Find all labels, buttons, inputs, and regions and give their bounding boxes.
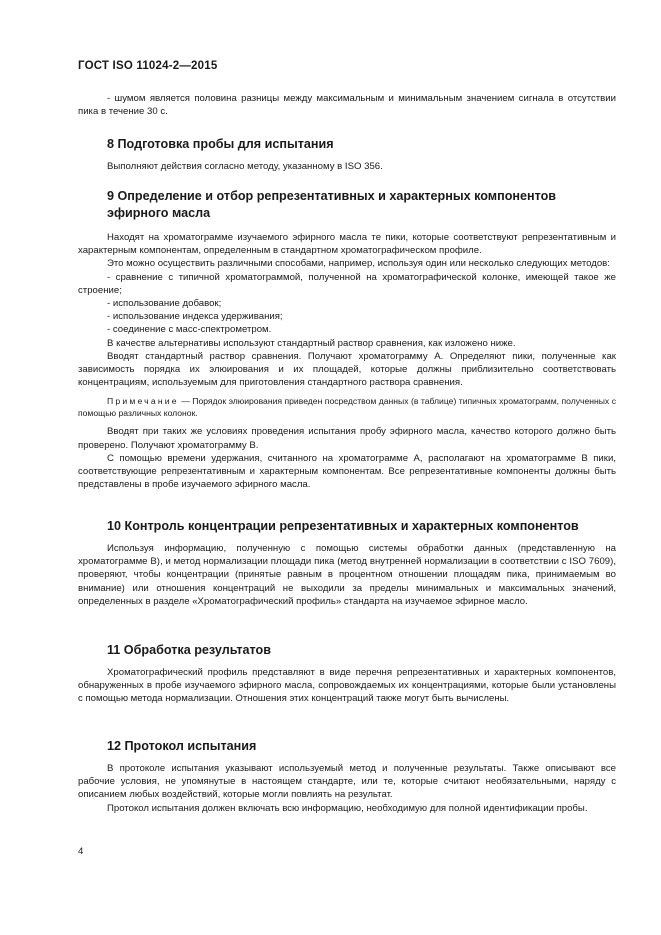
section-11 [78,642,616,706]
section-9-paragraph: Вводят при таких же условиях проведения испытания пробу эфирного масла, качество которого должно быть проверено. Получают хроматограмму В. [78,426,616,451]
section-12-paragraph: Протокол испытания должен включать всю информацию, необходимую для полной идентификации пробы. [107,802,588,814]
intro-section [78,92,616,118]
section-11-paragraph: Хроматографический профиль представляют в виде перечня репрезентативных и характерных компонентов, обнаруженных в пробе изучаемого эфирного масла, сопровождаемых их концентрациями, которые были установлены с помощью метода нормализации. Отношения этих концентраций также могут быть вычислены. [78,667,616,705]
section-12-paragraph: В протоколе испытания указывают используемый метод и полученные результаты. Также описывают все рабочие условия, не упомянутые в настоящем стандарте, или те, которые считают необязательными, наряду с описанием любых воздействий, которые могли повлиять на результат. [78,763,616,801]
list-item: - использование индекса удерживания; [107,311,283,323]
page-number: 4 [78,846,84,857]
section-8-heading: 8 Подготовка пробы для испытания [107,137,334,151]
section-9-paragraph: Это можно осуществить различными способами, например, используя один или несколько следующих методов: [107,258,610,270]
note [78,395,616,419]
list-item: - использование добавок; [107,298,222,310]
section-9-heading-line-1: 9 Определение и отбор репрезентативных и характерных компонентов [107,189,557,203]
list-item: - соединение с масс-спектрометром. [107,324,272,336]
note-text: — Порядок элюирования приведен посредством данных (в таблице) типичных хроматограмм, полученных с помощью различных колонок. [78,396,616,419]
section-9-paragraph: С помощью времени удержания, считанного на хроматограмме А, располагают на хроматограмме В пики, соответствующие репрезентативным и характерным компонентам. Все репрезентативные компоненты должны быть представлены в пробе изучаемого эфирного масла. [78,452,616,491]
section-11-heading: 11 Обработка результатов [107,643,271,657]
section-10-heading: 10 Контроль концентрации репрезентативных и характерных компонентов [107,519,579,533]
section-12-heading: 12 Протокол испытания [107,739,257,753]
section-9-heading-line-2: эфирного масла [107,206,211,220]
note-label: Примечание [107,396,179,407]
section-12 [78,738,616,815]
document-header: ГОСТ ISO 11024-2—2015 [78,60,218,72]
section-9-paragraph: В качестве альтернативы используют стандартный раствор сравнения, как изложено ниже. [107,337,516,349]
section-9 [78,188,616,491]
section-9-paragraph: Находят на хроматограмме изучаемого эфирного масла те пики, которые соответствуют репрезентативным и характерным компонентам, определенным в стандартном хроматографическом профиле. [78,232,616,257]
section-10 [78,518,616,608]
section-8 [78,136,616,173]
intro-paragraph: - шумом является половина разницы между максимальным и минимальным значением сигнала в отсутствии пика в течение 30 с. [78,93,616,118]
section-8-paragraph: Выполняют действия согласно методу, указанному в ISO 356. [107,161,383,172]
section-9-paragraph: Вводят стандартный раствор сравнения. Получают хроматограмму А. Определяют пики, полученные как зависимость порядка их элюирования и их площадей, которые должны приблизительно соответствовать концентрациям, используемым для приготовления стандартного раствора сравнения. [78,350,616,389]
section-10-paragraph: Используя информацию, полученную с помощью системы обработки данных (представленную на хроматограмме В), и метод нормализации площади пика (метод внутренней нормализации в соответствии с ISO 7609), проверяют, чтобы концентрации (принятые равным в процентном отношении площадям пика, принимаемым во внимание) или отношения концентраций не выходили за пределы минимальных и максимальных значений, определенных в разделе «Хроматографический профиль» стандарта на изучаемое эфирное масло. [78,543,616,607]
list-item: - сравнение с типичной хроматограммой, полученной на хроматографической колонке, имеющей такое же строение; [78,271,616,296]
